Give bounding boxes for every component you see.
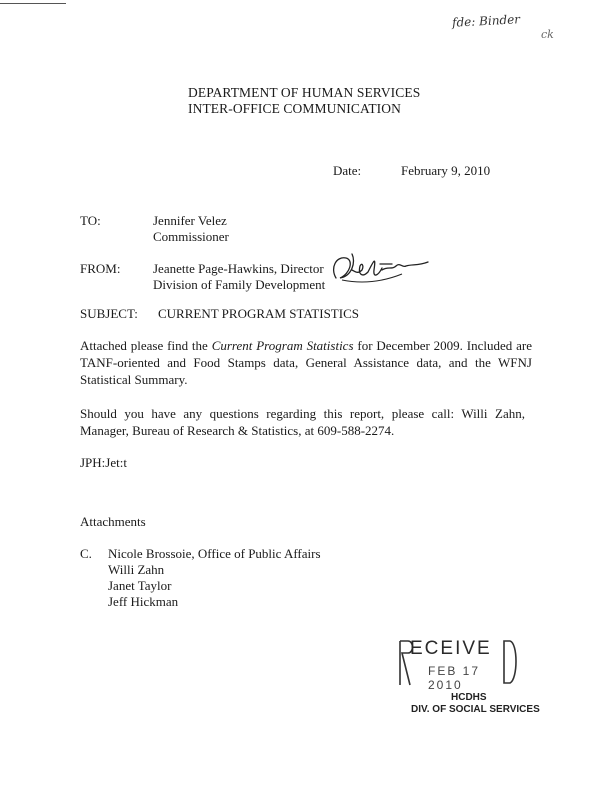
to-label: TO: [80, 213, 101, 228]
handwritten-note: fde: Binder [451, 12, 521, 30]
body-paragraph-1 [80, 337, 532, 388]
stamp-date: FEB 17 2010 [428, 664, 481, 692]
to-title: Commissioner [153, 229, 229, 244]
cc-recipient: Nicole Brossoie, Office of Public Affairs [108, 546, 321, 561]
signature [322, 248, 434, 292]
received-stamp [398, 637, 518, 692]
corner-rule [0, 3, 66, 4]
attachments-label: Attachments [80, 514, 146, 529]
cc-recipient: Janet Taylor [108, 578, 172, 593]
subject-value: CURRENT PROGRAM STATISTICS [158, 306, 359, 321]
body-paragraph-1-start: Attached please find the [80, 338, 212, 353]
subject-label: SUBJECT: [80, 306, 138, 321]
stamp-org-line-2: DIV. OF SOCIAL SERVICES [411, 704, 540, 715]
cc-label: C. [80, 546, 92, 561]
date-label: Date: [333, 163, 362, 178]
to-name: Jennifer Velez [153, 213, 227, 228]
communication-heading: INTER-OFFICE COMMUNICATION [188, 101, 401, 116]
from-name: Jeanette Page-Hawkins, Director [153, 261, 324, 276]
typist-initials: JPH:Jet:t [80, 455, 127, 470]
cc-recipient: Willi Zahn [108, 562, 165, 577]
handwritten-corner-mark: ck [541, 28, 554, 41]
stamp-org-line-1: HCDHS [451, 692, 487, 703]
cc-recipient: Jeff Hickman [108, 594, 179, 609]
stamp-received-word: ECEIVE [410, 638, 492, 659]
from-division: Division of Family Development [153, 277, 326, 292]
body-paragraph-2: Should you have any questions regarding this report, please call: Willi Zahn, Manager, Bureau of Research & Statistics, at 609-588-2274. [80, 406, 525, 438]
from-label: FROM: [80, 261, 121, 276]
body-paragraph-1-end: for December 2009. Included are TANF-oriented and Food Stamps data, General Assistance data, and the WFNJ Statistical Summary. [80, 338, 532, 387]
report-title: Current Program Statistics [211, 338, 354, 353]
department-heading: DEPARTMENT OF HUMAN SERVICES [188, 85, 421, 100]
date-value: February 9, 2010 [401, 163, 491, 178]
